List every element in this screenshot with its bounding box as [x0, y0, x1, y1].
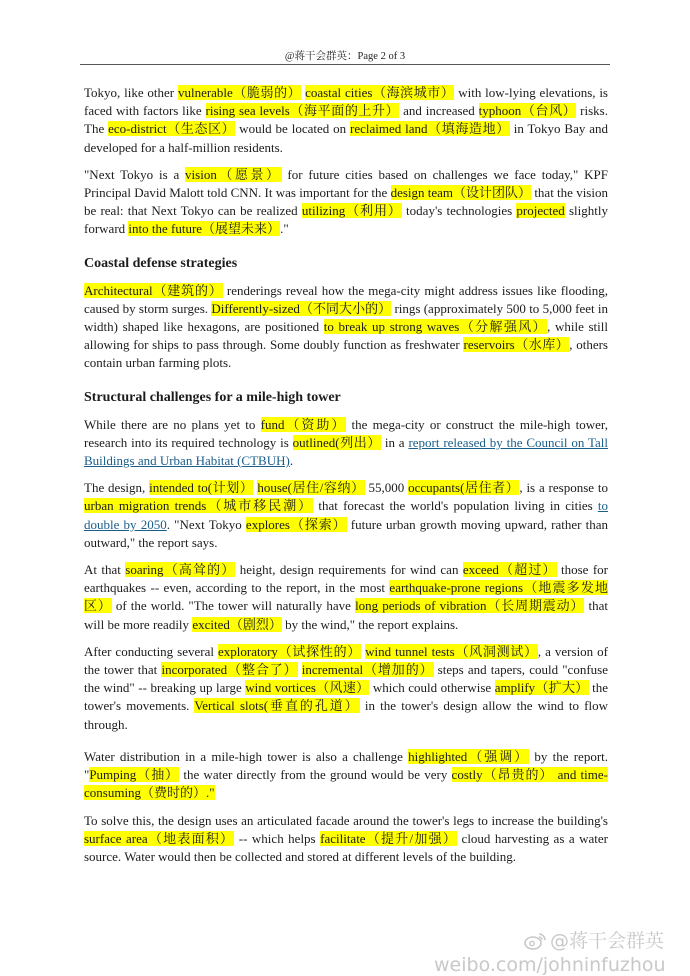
text-run: by the report. "	[84, 748, 609, 783]
paragraph	[84, 748, 608, 803]
highlighted-term: surface area（地表面积）	[84, 830, 235, 846]
highlighted-term: incorporated（整合了）	[161, 662, 298, 678]
text-run: which could otherwise	[369, 680, 495, 696]
highlighted-term: to break up strong waves（分解强风）	[323, 319, 548, 335]
highlighted-term: wind vortices（风速）	[245, 680, 370, 696]
highlighted-term: exploratory（试探性的）	[217, 643, 362, 659]
text-run: those for earthquakes -- even, according to the report, in the most	[84, 562, 608, 596]
highlighted-term: rising sea levels（海平面的上升）	[205, 103, 400, 119]
highlighted-term: projected	[516, 203, 565, 219]
text-run: today's technologies	[401, 203, 517, 219]
text-run: Tokyo, like other	[84, 85, 178, 100]
highlighted-term: fund（资助）	[260, 416, 347, 432]
highlighted-term: Differently-sized（不同大小的）	[211, 300, 392, 316]
paragraph	[84, 282, 608, 373]
section-heading: Structural challenges for a mile-high tower	[84, 389, 341, 405]
header-divider	[80, 64, 610, 65]
highlighted-term: house(居住/容纳）	[257, 480, 365, 496]
page-header: @蒋干会群英：Page 2 of 3	[284, 51, 406, 62]
text-run: At that	[84, 562, 126, 578]
highlighted-term: outlined(列出）	[292, 434, 381, 450]
watermark-handle-row	[434, 930, 664, 954]
highlighted-term: design team（设计团队）	[390, 185, 532, 201]
text-run: ."	[280, 221, 289, 237]
highlighted-term: eco-district（生态区）	[108, 121, 236, 137]
text-run: future urban growth moving upward, rather than outward," the report says.	[84, 516, 609, 550]
text-run: After conducting several	[84, 643, 218, 659]
text-run: that forecast the world's population living in cities	[313, 498, 598, 514]
text-run: -- which helps	[234, 830, 321, 846]
watermark-url: weibo.com/johninfuzhou	[434, 953, 666, 976]
text-run: in a	[381, 434, 409, 450]
highlighted-term: facilitate（提升/加强）	[320, 830, 458, 846]
article-body	[84, 84, 608, 875]
text-run: of the world. "The tower will naturally have	[111, 598, 356, 614]
inline-link[interactable]: to double by 2050	[84, 498, 608, 532]
highlighted-term: intended to(计划）	[149, 480, 254, 496]
text-run: The design,	[84, 480, 150, 496]
highlighted-term: excited（剧烈）	[192, 616, 282, 632]
paragraph	[84, 84, 608, 157]
highlighted-term: into the future（展望未来）	[128, 221, 281, 237]
text-run: that the vision be real: that Next Tokyo can be realized	[84, 185, 608, 219]
highlighted-term: amplify（扩大）	[494, 680, 589, 696]
highlighted-term: vulnerable（脆弱的）	[177, 85, 302, 100]
paragraph	[84, 561, 608, 634]
highlighted-term: Architectural（建筑的）	[84, 282, 223, 298]
text-run: .	[289, 453, 294, 469]
text-run: To solve this, the design uses an articulated facade around the tower's legs to increase the building's	[84, 812, 608, 828]
paragraph	[84, 166, 608, 239]
text-run: . "Next Tokyo	[166, 516, 246, 532]
text-run: that will be more readily	[84, 598, 608, 632]
highlighted-term: Vertical slots(垂直的孔道）	[194, 698, 360, 714]
text-run: While there are no plans yet to	[84, 416, 261, 432]
text-run: , others contain urban farming plots.	[84, 337, 608, 371]
highlighted-term: explores（探索）	[245, 516, 347, 532]
highlighted-term: highlighted（强调）	[408, 748, 530, 764]
text-run: by the wind," the report explains.	[281, 616, 459, 632]
text-run: slightly forward	[84, 203, 608, 237]
watermark	[434, 930, 664, 974]
highlighted-term: utilizing（利用）	[301, 203, 402, 219]
text-run: in the tower's design allow the wind to flow through.	[84, 698, 608, 732]
text-run: height, design requirements for wind can	[235, 562, 463, 578]
text-run: with low-lying elevations, is faced with factors like	[84, 85, 608, 119]
paragraph	[84, 812, 608, 867]
text-run: risks. The	[84, 103, 608, 137]
text-run: , while still allowing for ships to pass through. Some doubly function as freshwater	[84, 319, 609, 353]
highlighted-term: exceed（超过）	[462, 562, 557, 578]
highlighted-term: reservoirs（水库）	[463, 337, 570, 353]
text-run: steps and tapers, could "confuse the wind" -- breaking up large	[84, 662, 608, 696]
section-heading: Coastal defense strategies	[84, 255, 238, 271]
highlighted-term: urban migration trends（城市移民潮）	[84, 498, 314, 514]
paragraph	[84, 479, 608, 552]
text-run: , a version of the tower that	[84, 643, 609, 678]
text-run: would be located on	[235, 121, 350, 137]
text-run: the water directly from the ground would be very	[179, 767, 452, 783]
text-run: "Next Tokyo is a	[84, 166, 186, 182]
text-run: renderings reveal how the mega-city might address issues like flooding, caused by storm surges.	[84, 282, 608, 316]
highlighted-term: earthquake-prone regions（地震多发地区）	[84, 580, 608, 614]
highlighted-term: costly（昂贵的） and time-consuming（费时的）."	[84, 767, 608, 801]
text-run: Water distribution in a mile-high tower is also a challenge	[84, 748, 409, 764]
highlighted-term: long periods of vibration（长周期震动）	[355, 598, 585, 614]
highlighted-term: reclaimed land（填海造地）	[350, 121, 510, 137]
highlighted-term: incremental（增加的）	[301, 662, 434, 678]
text-run: , is a response to	[519, 480, 608, 496]
inline-link[interactable]: report released by the Council on Tall Buildings and Urban Habitat (CTBUH)	[84, 434, 608, 469]
paragraph	[84, 416, 608, 471]
weibo-logo-icon	[524, 932, 546, 954]
highlighted-term: occupants(居住者）	[408, 480, 520, 496]
text-run: the tower's movements.	[84, 680, 608, 714]
text-run: in Tokyo Bay and developed for a half-million residents.	[84, 121, 608, 155]
highlighted-term: Pumping（抽）	[89, 767, 180, 783]
text-run: 55,000	[364, 480, 409, 496]
highlighted-term: typhoon（台风）	[478, 103, 577, 119]
text-run: cloud harvesting as a water source. Water would then be collected and stored at different levels of the building.	[84, 830, 608, 864]
text-run: for future cities based on challenges we face today," KPF Principal David Malott told CNN. It was important for the	[84, 166, 608, 201]
text-run: and increased	[399, 103, 479, 119]
text-run: the mega-city or construct the mile-high tower, research into its required technology is	[84, 416, 608, 450]
highlighted-term: coastal cities（海滨城市）	[305, 85, 455, 100]
highlighted-term: vision（愿景）	[185, 166, 282, 182]
watermark-handle: @蒋干会群英	[549, 930, 664, 952]
highlighted-term: soaring（高耸的）	[125, 562, 236, 578]
paragraph	[84, 643, 608, 734]
highlighted-term: wind tunnel tests（风洞测试）	[365, 643, 538, 659]
text-run: rings (approximately 500 to 5,000 feet in width) shaped like hexagons, are positioned	[84, 300, 608, 335]
